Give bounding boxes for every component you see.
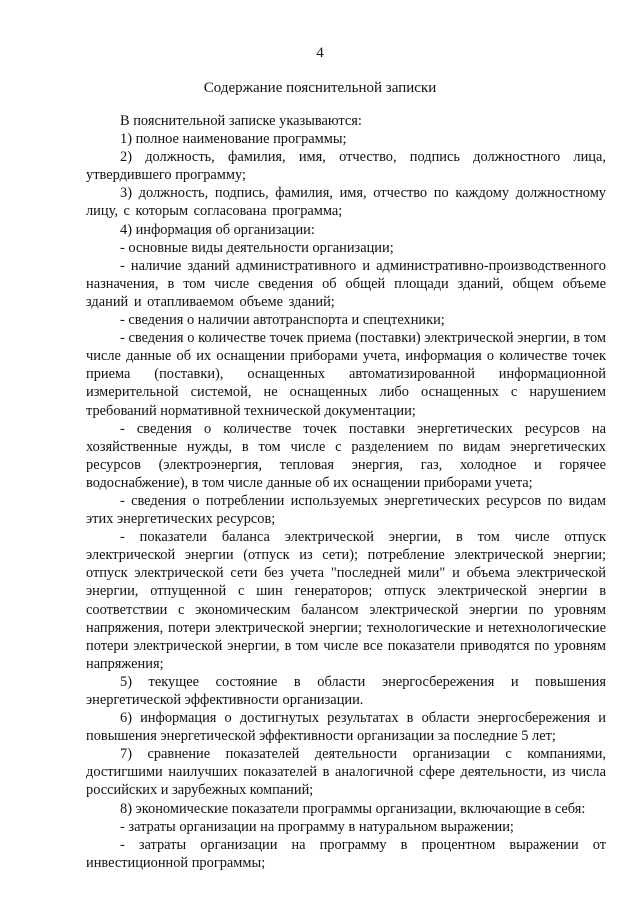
paragraph-costs-percent: - затраты организации на программу в процентном выражении от инвестиционной программы; (86, 836, 606, 871)
paragraph-item-6: 6) информация о достигнутых результатах в области энергосбережения и повышения энергетической эффективности организации за последние 5 лет; (86, 710, 606, 745)
document-body (86, 112, 606, 872)
paragraph-item-3: 3) должность, подпись, фамилия, имя, отчество по каждому должностному лицу, с которым согласована программа; (86, 185, 606, 220)
paragraph-balance: - показатели баланса электрической энергии, в том числе отпуск электрической энергии (отпуск из сети); потребление электрической энергии; отпуск электрической сети без учета "последней мили" и объема электрической энергии, отпущенной с шин генераторов; отпуск электрической энергии в соответствии с экономическим балансом электрической энергии по уровням напряжения, потери электрической энергии; технологические и нетехнологические потери электрической энергии, в том числе все показатели приводятся по уровням напряжения; (86, 529, 606, 672)
paragraph-vehicles: - сведения о наличии автотранспорта и спецтехники; (120, 312, 445, 329)
page-number: 4 (316, 45, 324, 61)
paragraph-item-8: 8) экономические показатели программы организации, включающие в себя: (120, 800, 586, 817)
paragraph-costs-natural: - затраты организации на программу в натуральном выражении; (120, 818, 514, 835)
paragraph-activities: - основные виды деятельности организации; (120, 239, 394, 256)
paragraph-item-7: 7) сравнение показателей деятельности организации с компаниями, достигшими наилучших показателей в аналогичной сфере деятельности, из числа российских и зарубежных компаний; (86, 746, 606, 799)
paragraph-item-2: 2) должность, фамилия, имя, отчество, подпись должностного лица, утвердившего программу; (86, 149, 606, 184)
paragraph-item-5: 5) текущее состояние в области энергосбережения и повышения энергетической эффективности организации. (86, 673, 606, 708)
paragraph-consumption: - сведения о потреблении используемых энергетических ресурсов по видам этих энергетических ресурсов; (86, 492, 606, 528)
paragraph-intro: В пояснительной записке указываются: (120, 113, 362, 129)
paragraph-item-4: 4) информация об организации: (120, 221, 315, 238)
document-title: Содержание пояснительной записки (203, 80, 437, 96)
paragraph-item-1: 1) полное наименование программы; (120, 131, 347, 148)
paragraph-reception-points: - сведения о количестве точек приема (поставки) электрической энергии, в том числе данные об их оснащении приборами учета, информация о количестве точек приема (поставки), оснащенных автоматизированной информационной измерительной системой, не оснащенных либо оснащенных с нарушением требований нормативной технической документации; (86, 330, 606, 419)
paragraph-buildings: - наличие зданий административного и административно-производственного назначения, в том числе сведения об общей площади зданий, общем объеме зданий и отапливаемом объеме зданий; (86, 257, 606, 310)
paragraph-supply-points: - сведения о количестве точек поставки энергетических ресурсов на хозяйственные нужды, в том числе с разделением по видам энергетических ресурсов (электроэнергия, тепловая энергия, газ, холодное и горячее водоснабжение), в том числе данные об их оснащении приборами учета; (86, 420, 606, 491)
